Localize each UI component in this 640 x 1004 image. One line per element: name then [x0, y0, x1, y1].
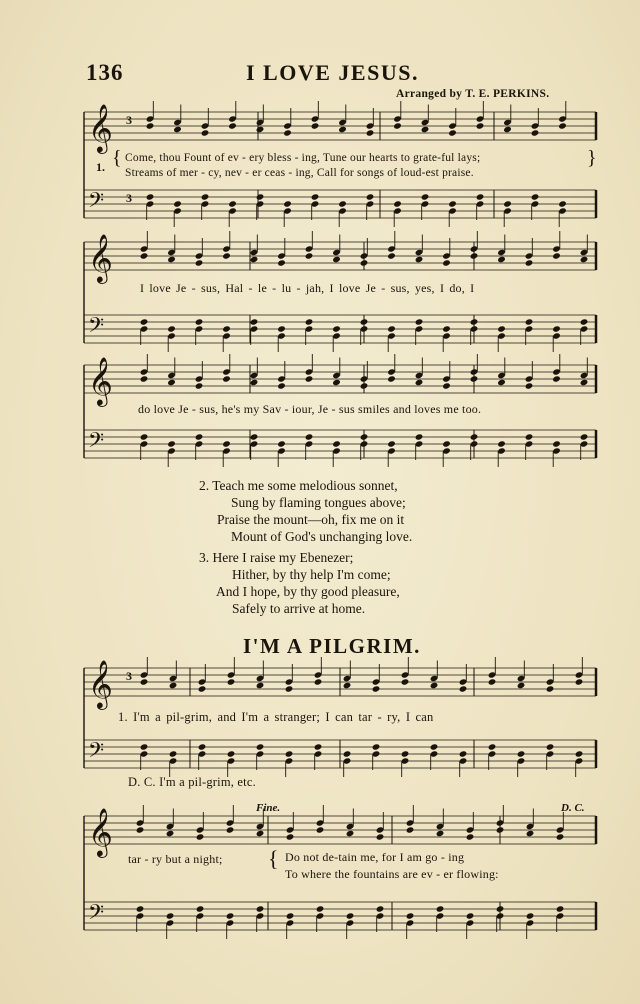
- arranger-credit: Arranged by T. E. PERKINS.: [396, 88, 550, 100]
- notehead: [503, 126, 512, 133]
- notehead: [476, 193, 485, 200]
- notehead: [517, 682, 526, 689]
- notehead: [546, 743, 555, 750]
- notehead: [226, 912, 235, 919]
- stanza-line: Safely to arrive at home.: [232, 601, 366, 616]
- lyric-line: I love Je - sus, Hal - le - lu - jah, I love Je - sus, yes, I do, I: [140, 281, 475, 295]
- bass-clef: 𝄢: [88, 900, 105, 929]
- notehead: [346, 830, 355, 837]
- notehead: [166, 830, 175, 837]
- notehead: [448, 200, 457, 207]
- notehead: [226, 826, 235, 833]
- notehead: [196, 833, 205, 840]
- notehead: [497, 440, 506, 447]
- notehead: [556, 833, 565, 840]
- notehead: [556, 905, 565, 912]
- lyric-line: do love Je - sus, he's my Sav - iour, Je - sus smiles and loves me too.: [138, 402, 482, 416]
- notehead: [256, 743, 265, 750]
- time-signature: 3: [126, 669, 132, 683]
- lyric-line: Streams of mer - cy, nev - er ceas - ing, Call for songs of loud-est praise.: [125, 167, 474, 179]
- treble-clef: 𝄞: [88, 807, 113, 856]
- notehead: [421, 193, 430, 200]
- treble-clef: 𝄞: [88, 659, 113, 708]
- notehead: [442, 325, 451, 332]
- notehead: [421, 126, 430, 133]
- notehead: [283, 200, 292, 207]
- notehead: [305, 433, 314, 440]
- notehead: [575, 678, 584, 685]
- notehead: [198, 685, 207, 692]
- notehead: [314, 743, 323, 750]
- notehead: [332, 256, 341, 263]
- notehead: [167, 440, 176, 447]
- notehead: [140, 375, 149, 382]
- notehead: [286, 833, 295, 840]
- notehead: [387, 375, 396, 382]
- notehead: [366, 129, 375, 136]
- notehead: [387, 252, 396, 259]
- notehead: [283, 129, 292, 136]
- notehead: [228, 122, 237, 129]
- verse-number: 1.: [96, 160, 105, 174]
- notehead: [360, 382, 369, 389]
- notehead: [476, 122, 485, 129]
- notehead: [173, 200, 182, 207]
- bass-clef: 𝄢: [88, 738, 105, 767]
- fine-marking: Fine.: [256, 802, 281, 814]
- notehead: [227, 750, 236, 757]
- notehead: [448, 129, 457, 136]
- notehead: [470, 252, 479, 259]
- notehead: [136, 826, 145, 833]
- notehead: [376, 905, 385, 912]
- notehead: [311, 193, 320, 200]
- notehead: [311, 122, 320, 129]
- notehead: [415, 318, 424, 325]
- notehead: [167, 256, 176, 263]
- notehead: [360, 318, 369, 325]
- notehead: [531, 193, 540, 200]
- notehead: [332, 440, 341, 447]
- notehead: [415, 256, 424, 263]
- notehead: [415, 379, 424, 386]
- page-number: 136: [86, 60, 124, 85]
- notehead: [497, 325, 506, 332]
- notehead: [517, 750, 526, 757]
- notehead: [406, 912, 415, 919]
- notehead: [256, 126, 265, 133]
- notehead: [442, 440, 451, 447]
- time-signature: 3: [126, 113, 132, 127]
- notehead: [196, 905, 205, 912]
- notehead: [497, 379, 506, 386]
- notehead: [387, 325, 396, 332]
- stanza-line: Sung by flaming tongues above;: [231, 495, 406, 510]
- notehead: [314, 678, 323, 685]
- notehead: [376, 833, 385, 840]
- notehead: [442, 259, 451, 266]
- notehead: [466, 833, 475, 840]
- notehead: [250, 318, 259, 325]
- notehead: [580, 433, 589, 440]
- notehead: [250, 256, 259, 263]
- brace-left: {: [268, 846, 279, 871]
- notehead: [140, 252, 149, 259]
- notehead: [488, 678, 497, 685]
- notehead: [227, 678, 236, 685]
- notehead: [305, 318, 314, 325]
- notehead: [140, 433, 149, 440]
- notehead: [360, 433, 369, 440]
- notehead: [332, 325, 341, 332]
- notehead: [338, 126, 347, 133]
- notehead: [525, 382, 534, 389]
- notehead: [343, 682, 352, 689]
- notehead: [250, 433, 259, 440]
- lyric-line: Do not de-tain me, for I am go - ing: [285, 850, 465, 864]
- notehead: [526, 830, 535, 837]
- notehead: [166, 912, 175, 919]
- notehead: [332, 379, 341, 386]
- notehead: [488, 743, 497, 750]
- notehead: [401, 750, 410, 757]
- notehead: [146, 122, 155, 129]
- notehead: [497, 256, 506, 263]
- notehead: [430, 682, 439, 689]
- lyric-line: Come, thou Fount of ev - ery bless - ing, Tune our hearts to grate-ful lays;: [125, 152, 481, 164]
- notehead: [256, 905, 265, 912]
- notehead: [558, 122, 567, 129]
- time-signature: 3: [126, 191, 132, 205]
- notehead: [580, 318, 589, 325]
- notehead: [401, 678, 410, 685]
- notehead: [552, 375, 561, 382]
- notehead: [360, 259, 369, 266]
- notehead: [222, 440, 231, 447]
- notehead: [277, 382, 286, 389]
- notehead: [277, 259, 286, 266]
- notehead: [277, 440, 286, 447]
- treble-clef: 𝄞: [88, 233, 113, 282]
- stanza-line: 3. Here I raise my Ebenezer;: [199, 550, 354, 565]
- hymn-title-i-love-jesus: I LOVE JESUS.: [246, 60, 419, 85]
- notehead: [140, 743, 149, 750]
- lyric-line: To where the fountains are ev - er flowing:: [285, 867, 499, 881]
- notehead: [470, 375, 479, 382]
- notehead: [277, 325, 286, 332]
- stanza-line: Mount of God's unchanging love.: [231, 529, 413, 544]
- notehead: [525, 433, 534, 440]
- notehead: [167, 379, 176, 386]
- notehead: [222, 325, 231, 332]
- notehead: [195, 259, 204, 266]
- notehead: [195, 382, 204, 389]
- notehead: [316, 905, 325, 912]
- notehead: [393, 200, 402, 207]
- notehead: [201, 193, 210, 200]
- notehead: [305, 252, 314, 259]
- notehead: [525, 318, 534, 325]
- stanza-line: Hither, by thy help I'm come;: [232, 567, 391, 582]
- notehead: [430, 743, 439, 750]
- dc-lyric-line: D. C. I'm a pil-grim, etc.: [128, 775, 256, 789]
- notehead: [169, 750, 178, 757]
- notehead: [466, 912, 475, 919]
- notehead: [436, 830, 445, 837]
- notehead: [167, 325, 176, 332]
- notehead: [372, 743, 381, 750]
- stanza-line: Praise the mount—oh, fix me on it: [217, 512, 405, 527]
- notehead: [436, 905, 445, 912]
- notehead: [558, 200, 567, 207]
- notehead: [372, 685, 381, 692]
- notehead: [459, 750, 468, 757]
- notehead: [305, 375, 314, 382]
- notehead: [415, 433, 424, 440]
- treble-clef: 𝄞: [88, 103, 113, 152]
- notehead: [256, 193, 265, 200]
- bass-clef: 𝄢: [88, 188, 105, 217]
- notehead: [343, 750, 352, 757]
- brace-left: {: [112, 147, 122, 169]
- notehead: [575, 750, 584, 757]
- notehead: [459, 685, 468, 692]
- notehead: [503, 200, 512, 207]
- notehead: [285, 685, 294, 692]
- notehead: [531, 129, 540, 136]
- stanza-line: And I hope, by thy good pleasure,: [216, 584, 400, 599]
- notehead: [228, 200, 237, 207]
- treble-clef: 𝄞: [88, 356, 113, 405]
- notehead: [140, 318, 149, 325]
- brace-right: }: [587, 147, 597, 169]
- notehead: [286, 912, 295, 919]
- notehead: [222, 252, 231, 259]
- notehead: [195, 318, 204, 325]
- notehead: [525, 259, 534, 266]
- notehead: [146, 193, 155, 200]
- notehead: [496, 905, 505, 912]
- notehead: [442, 382, 451, 389]
- notehead: [285, 750, 294, 757]
- notehead: [580, 379, 589, 386]
- notehead: [256, 682, 265, 689]
- lyric-line: tar - ry but a night;: [128, 852, 223, 866]
- notehead: [195, 433, 204, 440]
- notehead: [222, 375, 231, 382]
- lyric-line: 1. I'm a pil-grim, and I'm a stranger; I can tar - ry, I can: [118, 710, 434, 724]
- notehead: [316, 826, 325, 833]
- notehead: [140, 678, 149, 685]
- notehead: [169, 682, 178, 689]
- notehead: [546, 685, 555, 692]
- stanza-line: 2. Teach me some melodious sonnet,: [199, 478, 398, 493]
- notehead: [552, 325, 561, 332]
- notehead: [406, 826, 415, 833]
- notehead: [256, 830, 265, 837]
- notehead: [201, 129, 210, 136]
- notehead: [198, 743, 207, 750]
- notehead: [552, 252, 561, 259]
- notehead: [552, 440, 561, 447]
- notehead: [526, 912, 535, 919]
- notehead: [387, 440, 396, 447]
- dc-marking: D. C.: [561, 802, 585, 814]
- notehead: [136, 905, 145, 912]
- notehead: [173, 126, 182, 133]
- bass-clef: 𝄢: [88, 428, 105, 457]
- notehead: [496, 826, 505, 833]
- notehead: [366, 193, 375, 200]
- notehead: [346, 912, 355, 919]
- notehead: [250, 379, 259, 386]
- notehead: [338, 200, 347, 207]
- notehead: [580, 256, 589, 263]
- notehead: [393, 122, 402, 129]
- notehead: [470, 433, 479, 440]
- notehead: [470, 318, 479, 325]
- hymn-title-im-a-pilgrim: I'M A PILGRIM.: [243, 634, 421, 658]
- bass-clef: 𝄢: [88, 313, 105, 342]
